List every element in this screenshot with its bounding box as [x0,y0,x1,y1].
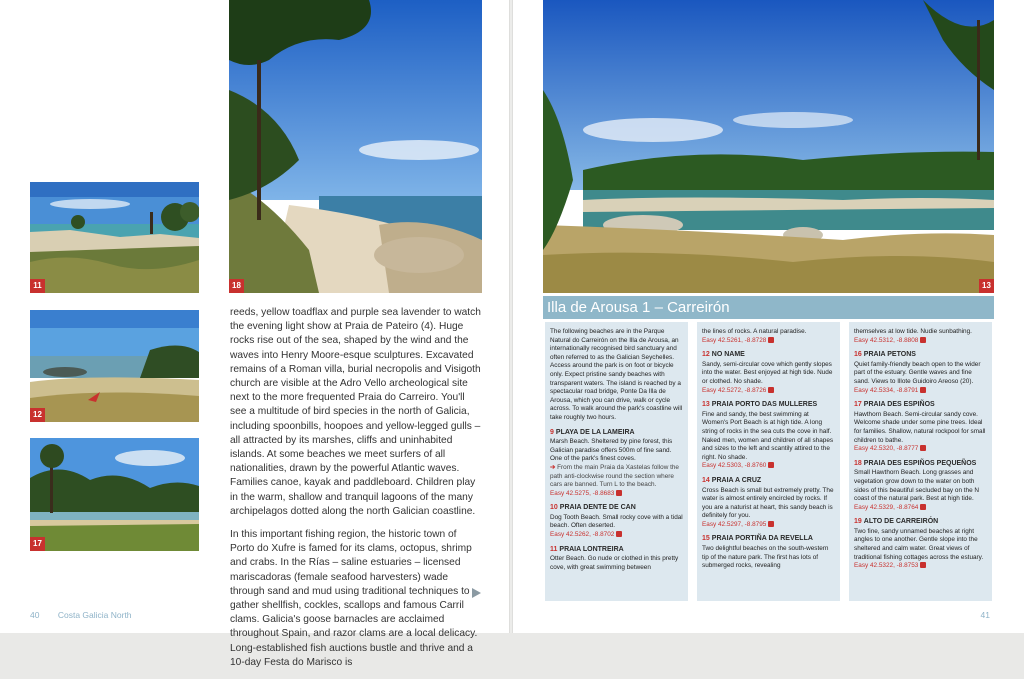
body-paragraph: In this important fishing region, the historic town of Porto do Xufre is famed for its clams, octopus, shrimp and crabs. In the Rías – saline estuaries – licensed mariscadoras (female seafood harvesters) wade through sand and mud using traditional techniques to gather shellfish, cockles, scallops and famous Carril clams. Galicia's goose barnacles are acclaimed throughout Spain, and razor clams are a local delicacy. Long-established fish auctions bustle and thrive and a 10-day Festa do Marisco is [230,529,478,668]
entry-number: 17 [854,401,862,409]
entry-directions: From the main Praia da Xastelas follow the path anti-clockwise round the section where cars are banned. Turn L to the beach. [550,463,679,489]
entry-description: Dog Tooth Beach. Small rocky cove with a tidal beach. Often deserted. [550,513,683,530]
map-pin-icon [920,337,926,343]
entry-number: 11 [550,545,558,553]
entry-description: Two delightful beaches on the south-western tip of the nature park. The first has lots of submerged rocks, revealing [702,545,829,570]
entry-name: PRAIA DENTE DE CAN [559,504,636,512]
entry-number: 9 [550,428,554,436]
entry-coordinates: Easy 42.5275, -8.8683 [550,489,615,497]
page-number: 40 [30,610,40,620]
entry-number: 15 [702,535,710,543]
map-pin-icon [616,531,622,537]
entry-number: 16 [854,351,862,359]
entry-number: 12 [702,351,710,359]
beach-entry [702,535,835,570]
entry-coordinates: Easy 42.5312, -8.8808 [854,336,919,344]
running-title: Costa Galicia North [57,610,132,620]
intro-text: The following beaches are in the Parque Natural do Carreirón on the Illa de Arousa, an internationally recognised bird sanctuary and often referred to as the Galician Seychelles. Access around the park is on foot or bicycle only. Expect pristine sandy beaches with transparent waters. The island is reached by a spectacular road bridge, Ponte Da Illa de Arousa, which you can drive, walk or cycle across. To walk around the park's coastline will take roughly two hours. [550,328,683,421]
entry-coordinates: Easy 42.5303, -8.8760 [702,462,767,470]
entry-description: Quiet family-friendly beach open to the wider part of the estuary. Gentle waves and fine sand. Views to Illote Guidoiro Areoso (20). [854,360,981,385]
entry-description: Otter Beach. Go nude or clothed in this pretty cove, with great swimming between [550,555,679,571]
beach-photo-11-image [30,182,199,293]
entry-name: ALTO DE CARREIRÓN [863,518,939,526]
entry-name: PRAIA DES ESPIÑOS PEQUEÑOS [863,459,977,467]
entry-coordinates: Easy 42.5297, -8.8795 [702,520,767,528]
entry-description: Hawthorn Beach. Semi-circular sandy cove. Welcome shade under some pine trees. Ideal for families. Shallow, natural rockpool for small children to bathe. [854,410,986,444]
beach-entry [702,401,835,471]
entry-coordinates: Easy 42.5320, -8.8777 [854,445,919,453]
beach-entry [854,518,987,571]
entry-number: 14 [702,476,710,484]
map-pin-icon [920,387,926,393]
beach-entry [702,477,835,530]
entry-coordinates: Easy 42.5261, -8.8728 [702,336,767,344]
entry-name: PRAIA PORTO DAS MULLERES [711,401,818,409]
body-paragraph: reeds, yellow toadflax and purple sea lavender to watch the evening light show at Praia de Pateiro (4). Huge rocks rise out of the sea, shaped by the wind and the waves into Henry Moore-esque sculptures. Excavated remains of a Roman villa, burial necropolis and Visigoth church are visible at the Adro Vello archeological site next to the more frequented Praia do Carreiro. You'll see a multitude of bird species in the north of Galicia, including spoonbills, hoopoes and yellow-legged gulls – all attracted by its marshes, cliffs and uninhabited islands. At some beaches we meet surfers of all nationalities, drawn by the powerful Atlantic waves. Families canoe, kayak and paddleboard. Children play in the warm, shallow and tranquil lagoons of the many archipelagos dotted along the north Galician coastline. [230,307,481,517]
beach-list-column-3 [849,322,992,601]
beach-entry [702,351,835,395]
continued-entry [854,328,987,345]
beach-photo-17-image [30,438,199,551]
main-body-text [230,306,483,679]
beach-entry [854,460,987,513]
left-page [0,0,509,668]
entry-description: themselves at low tide. Nudie sunbathing. [854,328,972,335]
photo-11 [30,182,199,293]
right-page-number: 41 [980,610,990,620]
map-pin-icon [920,445,926,451]
section-title-banner: Illa de Arousa 1 – Carreirón [543,296,994,319]
photo-number-badge: 11 [30,279,45,293]
entry-number: 18 [854,459,862,467]
continue-arrow-icon [472,588,481,598]
beach-photo-13-image [543,0,994,293]
entry-description: Small Hawthorn Beach. Long grasses and vegetation grow down to the water on both sides of this beautiful secluded bay on the N coast of the natural park. Best at high tide. [854,469,980,503]
beach-entry [854,351,987,395]
photo-number-badge: 17 [30,537,45,551]
map-pin-icon [616,490,622,496]
photo-17 [30,438,199,551]
photo-18 [229,0,482,293]
entry-name: PRAIA PORTIÑA DA REVELLA [711,535,813,543]
beach-entry [854,401,987,454]
beach-photo-18-image [229,0,482,293]
map-pin-icon [920,562,926,568]
map-pin-icon [768,387,774,393]
map-pin-icon [768,462,774,468]
photo-number-badge: 12 [30,408,45,422]
entry-number: 10 [550,504,558,512]
entry-name: PLAYA DE LA LAMEIRA [555,428,635,436]
entry-name: NO NAME [711,351,745,359]
entry-description: the lines of rocks. A natural paradise. [702,328,807,335]
photo-number-badge: 13 [979,279,994,293]
entry-description: Cross Beach is small but extremely pretty. The water is almost entirely encircled by rocks. If you are a naturist at heart, this sandy beach is definitely for you. [702,486,834,520]
entry-coordinates: Easy 42.5329, -8.8764 [854,503,919,511]
entry-name: PRAIA A CRUZ [711,476,762,484]
entry-description: Marsh Beach. Sheltered by pine forest, this Galician paradise offers 500m of fine sand. One of the park's finest coves. [550,438,673,463]
entry-description: Fine and sandy, the best swimming at Women's Port Beach is at high tide. A long string of rocks in the sea cuts the cove in half. Naked men, women and children of all shapes and sizes to the left and scantily attired to the right. No shade. [702,410,834,461]
directions-arrow-icon: ➔ [550,463,558,471]
entry-coordinates: Easy 42.5322, -8.8753 [854,562,919,570]
entry-coordinates: Easy 42.5334, -8.8791 [854,386,919,394]
entry-number: 13 [702,401,710,409]
photo-number-badge: 18 [229,279,244,293]
entry-description: Sandy, semi-circular cove which gently slopes into the water. Best enjoyed at high tide. Nude or clothed. No shade. [702,360,833,385]
beach-photo-12-image [30,310,199,422]
continued-entry [702,328,835,345]
beach-list-column-1 [545,322,688,601]
map-pin-icon [920,504,926,510]
beach-entry [550,429,683,499]
entry-name: PRAIA LONTREIRA [559,545,624,553]
left-footer [30,610,132,620]
beach-list-column-2 [697,322,840,601]
entry-number: 19 [854,518,862,526]
entry-name: PRAIA PETONS [863,351,916,359]
beach-entry [550,504,683,539]
map-pin-icon [768,337,774,343]
entry-description: Two fine, sandy unnamed beaches at right angles to one another. Gentle slope into the sheltered and calm water. Great views of traditional fishing cottages across the estuary. [854,527,984,561]
map-pin-icon [768,521,774,527]
entry-name: PRAIA DES ESPIÑOS [863,401,935,409]
entry-coordinates: Easy 42.5272, -8.8726 [702,386,767,394]
photo-12 [30,310,199,422]
photo-13 [543,0,994,293]
beach-entry [550,546,683,573]
entry-coordinates: Easy 42.5262, -8.8702 [550,531,615,539]
